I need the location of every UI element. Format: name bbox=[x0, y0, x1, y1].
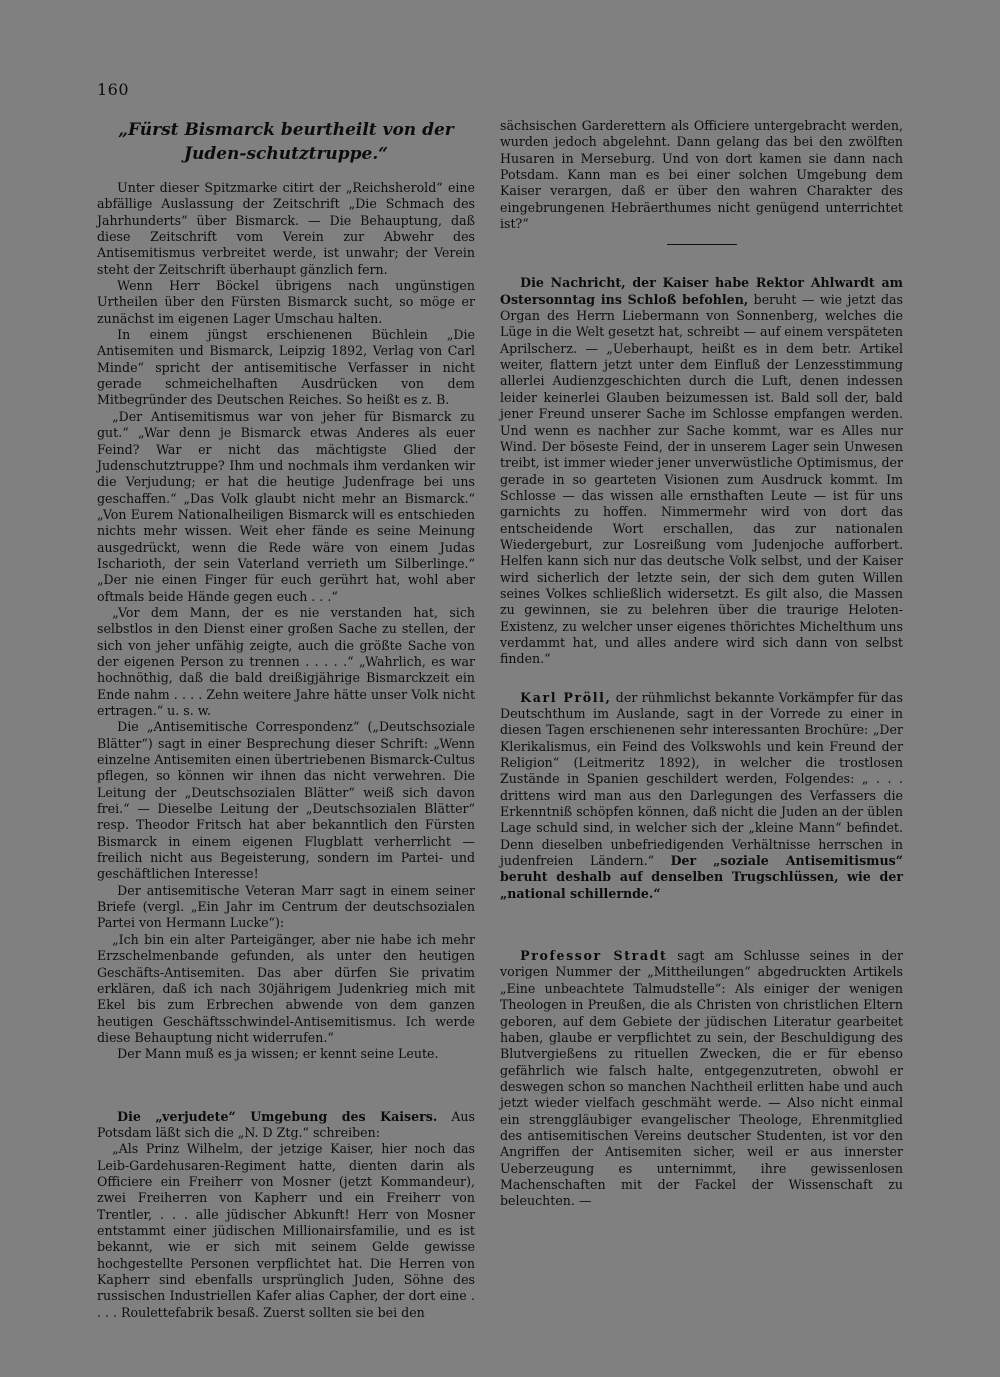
section-gap bbox=[500, 668, 903, 690]
page-number: 160 bbox=[97, 80, 130, 99]
article-lead: Karl Pröll, bbox=[520, 689, 612, 705]
right-column bbox=[500, 118, 903, 1210]
paragraph: Wenn Herr Böckel übrigens nach ungünstigen Urtheilen über den Fürsten Bismarck sucht, so möge er zunächst im eigenen Lager Umschau halten. bbox=[97, 278, 475, 326]
quote-paragraph: „Vor dem Mann, der es nie verstanden hat, sich selbstlos in den Dienst einer großen Sache zu stellen, der sich von jeher unfähig zeigte, auch die größte Sache von der eigenen Person zu trennen . . . . .“ „Wahrlich, es war hochnöthig, daß die bald dreißigjährige Bismarckzeit ein Ende nahm . . . . Zehn weitere Jahre hätte unser Volk nicht ertragen.“ u. s. w. bbox=[97, 604, 475, 718]
continued-paragraph: sächsischen Garderettern als Officiere untergebracht werden, wurden jedoch abgelehnt. Dann gelang das bei den zwölften Husaren in Merseburg. Und von dort kamen sie dann nach Potsdam. Kann man es bei einer solchen Umgebung dem Kaiser verargen, daß er über den wahren Charakter des eingebrungenen Hebräerthumes nicht genügend unterrichtet ist?“ bbox=[500, 118, 903, 232]
article-body: sagt am Schlusse seines in der vorigen Nummer der „Mittheilungen“ abgedruckten Artikels „Eine unbeachtete Talmudstelle“: Als einiger der wenigen Theologen in Preußen, die als Christen von christlichen Eltern geboren, auf dem Gebiete der jüdischen Literatur gearbeitet haben, glaube er verpflichtet zu sein, der Beschuldigung des Blutvergießens zu rituellen Zwecken, die er für ebenso gefährlich wie falsch halte, entgegenzutreten, obwohl er deswegen schon so manchen Nachtheil erlitten habe und auch jetzt wieder vielfach geschmäht werde. — Also nicht einmal ein strenggläubiger evangelischer Theologe, Ehrenmitglied des antisemitischen Vereins deutscher Studenten, ist vor den Angriffen der Antisemiten sicher, weil er aus innerster Ueberzeugung es unternimmt, ihre gewissenlosen Machenschaften mit der Fackel der Wissenschaft zu beleuchten. — bbox=[500, 948, 903, 1209]
article-proell bbox=[500, 690, 903, 902]
quote-paragraph: „Ich bin ein alter Parteigänger, aber nie habe ich mehr Erzschelmenbande gefunden, als unter den heutigen Geschäfts-Antisemiten. Das aber dürfen Sie privatim erklären, daß ich nach 30jährigem Judenkrieg mich mit Ekel bis zum Erbrechen abwende von dem ganzen heutigen Geschäftsschwindel-Antisemitismus. Ich werde diese Behauptung nicht widerrufen.“ bbox=[97, 931, 475, 1045]
article-intro: Aus Potsdam läßt sich die „N. D Ztg.“ schreiben: bbox=[97, 1108, 476, 1140]
article-lead: Professor Stradt bbox=[520, 948, 668, 964]
article-stradt bbox=[500, 948, 903, 1210]
section-gap bbox=[97, 1063, 475, 1109]
section-gap bbox=[500, 259, 903, 275]
paragraph: Der Mann muß es ja wissen; er kennt seine Leute. bbox=[117, 1046, 439, 1062]
article-title: „Fürst Bismarck beurtheilt von der Juden-schutztruppe.“ bbox=[118, 120, 454, 164]
quote-paragraph: „Als Prinz Wilhelm, der jetzige Kaiser, hier noch das Leib-Gardehusaren-Regiment hatte, dienten darin als Officiere ein Freiherr von Mosner (jetzt Kommandeur), zwei Freiherren von Kapherr und ein Freiherr von Trentler, . . . alle jüdischer Abkunft! Herr von Mosner entstammt einer jüdischen Millionairsfamilie, und es ist bekannt, wie er sich mit seinem Gelde gewisse hochgestellte Personen verpflichtet hat. Die Herren von Kapherr sind ebenfalls ursprünglich Juden, Söhne des russischen Industriellen Kafer alias Capher, der dort eine . . . . Roulettefabrik besaß. Zuerst sollten sie bei den bbox=[97, 1141, 475, 1320]
quote-paragraph: „Der Antisemitismus war von jeher für Bismarck zu gut.“ „War denn je Bismarck etwas Anderes als euer Feind? War er nicht das mächtigste Glied der Judenschutztruppe? Ihm und nochmals ihm verdanken wir die Verjudung; er hat die heutige Judenfrage bei uns geschaffen.“ „Das Volk glaubt nicht mehr an Bismarck.“ „Von Eurem Nationalheiligen Bismarck will es entschieden nichts mehr wissen. Weit eher fände es seine Meinung ausgedrückt, wenn die Rede wäre von einem Judas Ischarioth, der sein Vaterland verrieth um Silberlinge.“ „Der nie einen Finger für euch gerührt hat, wohl aber oftmals beide Hände gegen euch . . .“ bbox=[97, 408, 475, 604]
paragraph: In einem jüngst erschienenen Büchlein „Die Antisemiten und Bismarck, Leipzig 1892, Verlag von Carl Minde“ spricht der antisemitische Verfasser in nicht gerade schmeichelhaften Ausdrücken von dem Mitbegründer des Deutschen Reiches. So heißt es z. B. bbox=[97, 327, 475, 408]
section-gap bbox=[500, 902, 903, 948]
article-kaiser-umgebung bbox=[97, 1109, 475, 1142]
article-conclusion: Der „soziale Antisemitismus“ beruht deshalb auf denselben Trugschlüssen, wie der „national schillernde.“ bbox=[500, 853, 903, 901]
article-lead: Die Nachricht, der Kaiser habe Rektor Ahlwardt am Ostersonntag ins Schloß befohlen, bbox=[500, 275, 903, 307]
article-body: der rühmlichst bekannte Vorkämpfer für das Deutschthum im Auslande, sagt in der Vorrede zu einer in diesen Tagen erschienenen sehr interessanten Brochüre: „Der Klerikalismus, ein Feind des Volkswohls und kein Freund der Religion“ (Leitmeritz 1892), in welcher die trostlosen Zustände in Spanien geschildert werden, Folgendes: „ . . . drittens wird man aus den Darlegungen des Verfassers die Erkenntniß schöpfen können, daß nicht die Juden an der üblen Lage schuld sind, in welcher sich der „kleine Mann“ befindet. Denn dieselben unbefriedigenden Verhältnisse herrschen in judenfreien Ländern.“ bbox=[500, 689, 904, 869]
section-divider bbox=[667, 244, 737, 245]
article-lead: Die „verjudete“ Umgebung des Kaisers. bbox=[117, 1108, 438, 1124]
paragraph: Die „Antisemitische Correspondenz“ („Deutschsoziale Blätter“) sagt in einer Besprechung dieser Schrift: „Wenn einzelne Antisemiten einen übertriebenen Bismarck-Cultus pflegen, so können wir ihnen das nicht verwehren. Die Leitung der „Deutschsozialen Blätter“ weiß sich davon frei.“ — Dieselbe Leitung der „Deutschsozialen Blätter“ resp. Theodor Fritsch hat aber bekanntlich den Fürsten Bismarck in einem eigenen Flugblatt verherrlicht — freilich nicht aus Begeisterung, sondern im Partei- und geschäftlichen Interesse! bbox=[97, 719, 475, 882]
article-body: beruht — wie jetzt das Organ des Herrn Liebermann von Sonnenberg, welches die Lüge in die Welt gesetzt hat, schreibt — auf einem verspäteten Aprilscherz. — „Ueberhaupt, heißt es in dem betr. Artikel weiter, flattern jetzt unter dem Einfluß der Lenzesstimmung allerlei Audienzgeschichten durch die Luft, denen indessen leider keinerlei Glauben beizumessen ist. Bald soll der, bald jener Freund unserer Sache im Schlosse empfangen werden. Und wenn es nachher zur Sache kommt, war es Alles nur Wind. Der böseste Feind, der in unserem Lager sein Unwesen treibt, ist immer wieder jener unverwüstliche Optimismus, der gerade in so gearteten Visionen zum Ausdruck kommt. Im Schlosse — das wissen alle ernsthaften Leute — ist für uns garnichts zu hoffen. Nimmermehr wird von dort das entscheidende Wort erschallen, das zur nationalen Wiedergeburt, zur Losreißung vom Judenjoche aufforbert. Helfen kann sich nur das deutsche Volk selbst, und der Kaiser wird sicherlich der letzte sein, der sich dem guten Willen seines Volkes schließlich widersetzt. Es gilt also, die Massen zu gewinnen, sie zu belehren über die traurige Heloten-Existenz, zu welcher unser eigenes thörichtes Michelthum uns verdammt hat, und alles andere wird sich dann von selbst finden.“ bbox=[500, 291, 903, 667]
paragraph: Unter dieser Spitzmarke citirt der „Reichsherold“ eine abfällige Auslassung der Zeitschrift „Die Schmach des Jahrhunderts“ über Bismarck. — Die Behauptung, daß diese Zeitschrift vom Verein zur Abwehr des Antisemitismus verbreitet werde, ist unwahr; der Verein steht der Zeitschrift überhaupt gänzlich fern. bbox=[97, 180, 475, 277]
article-ahlwardt bbox=[500, 275, 903, 667]
left-column bbox=[97, 118, 475, 1321]
paragraph: Der antisemitische Veteran Marr sagt in einem seiner Briefe (vergl. „Ein Jahr im Centrum der deutschsozialen Partei von Hermann Lucke“): bbox=[97, 882, 475, 931]
